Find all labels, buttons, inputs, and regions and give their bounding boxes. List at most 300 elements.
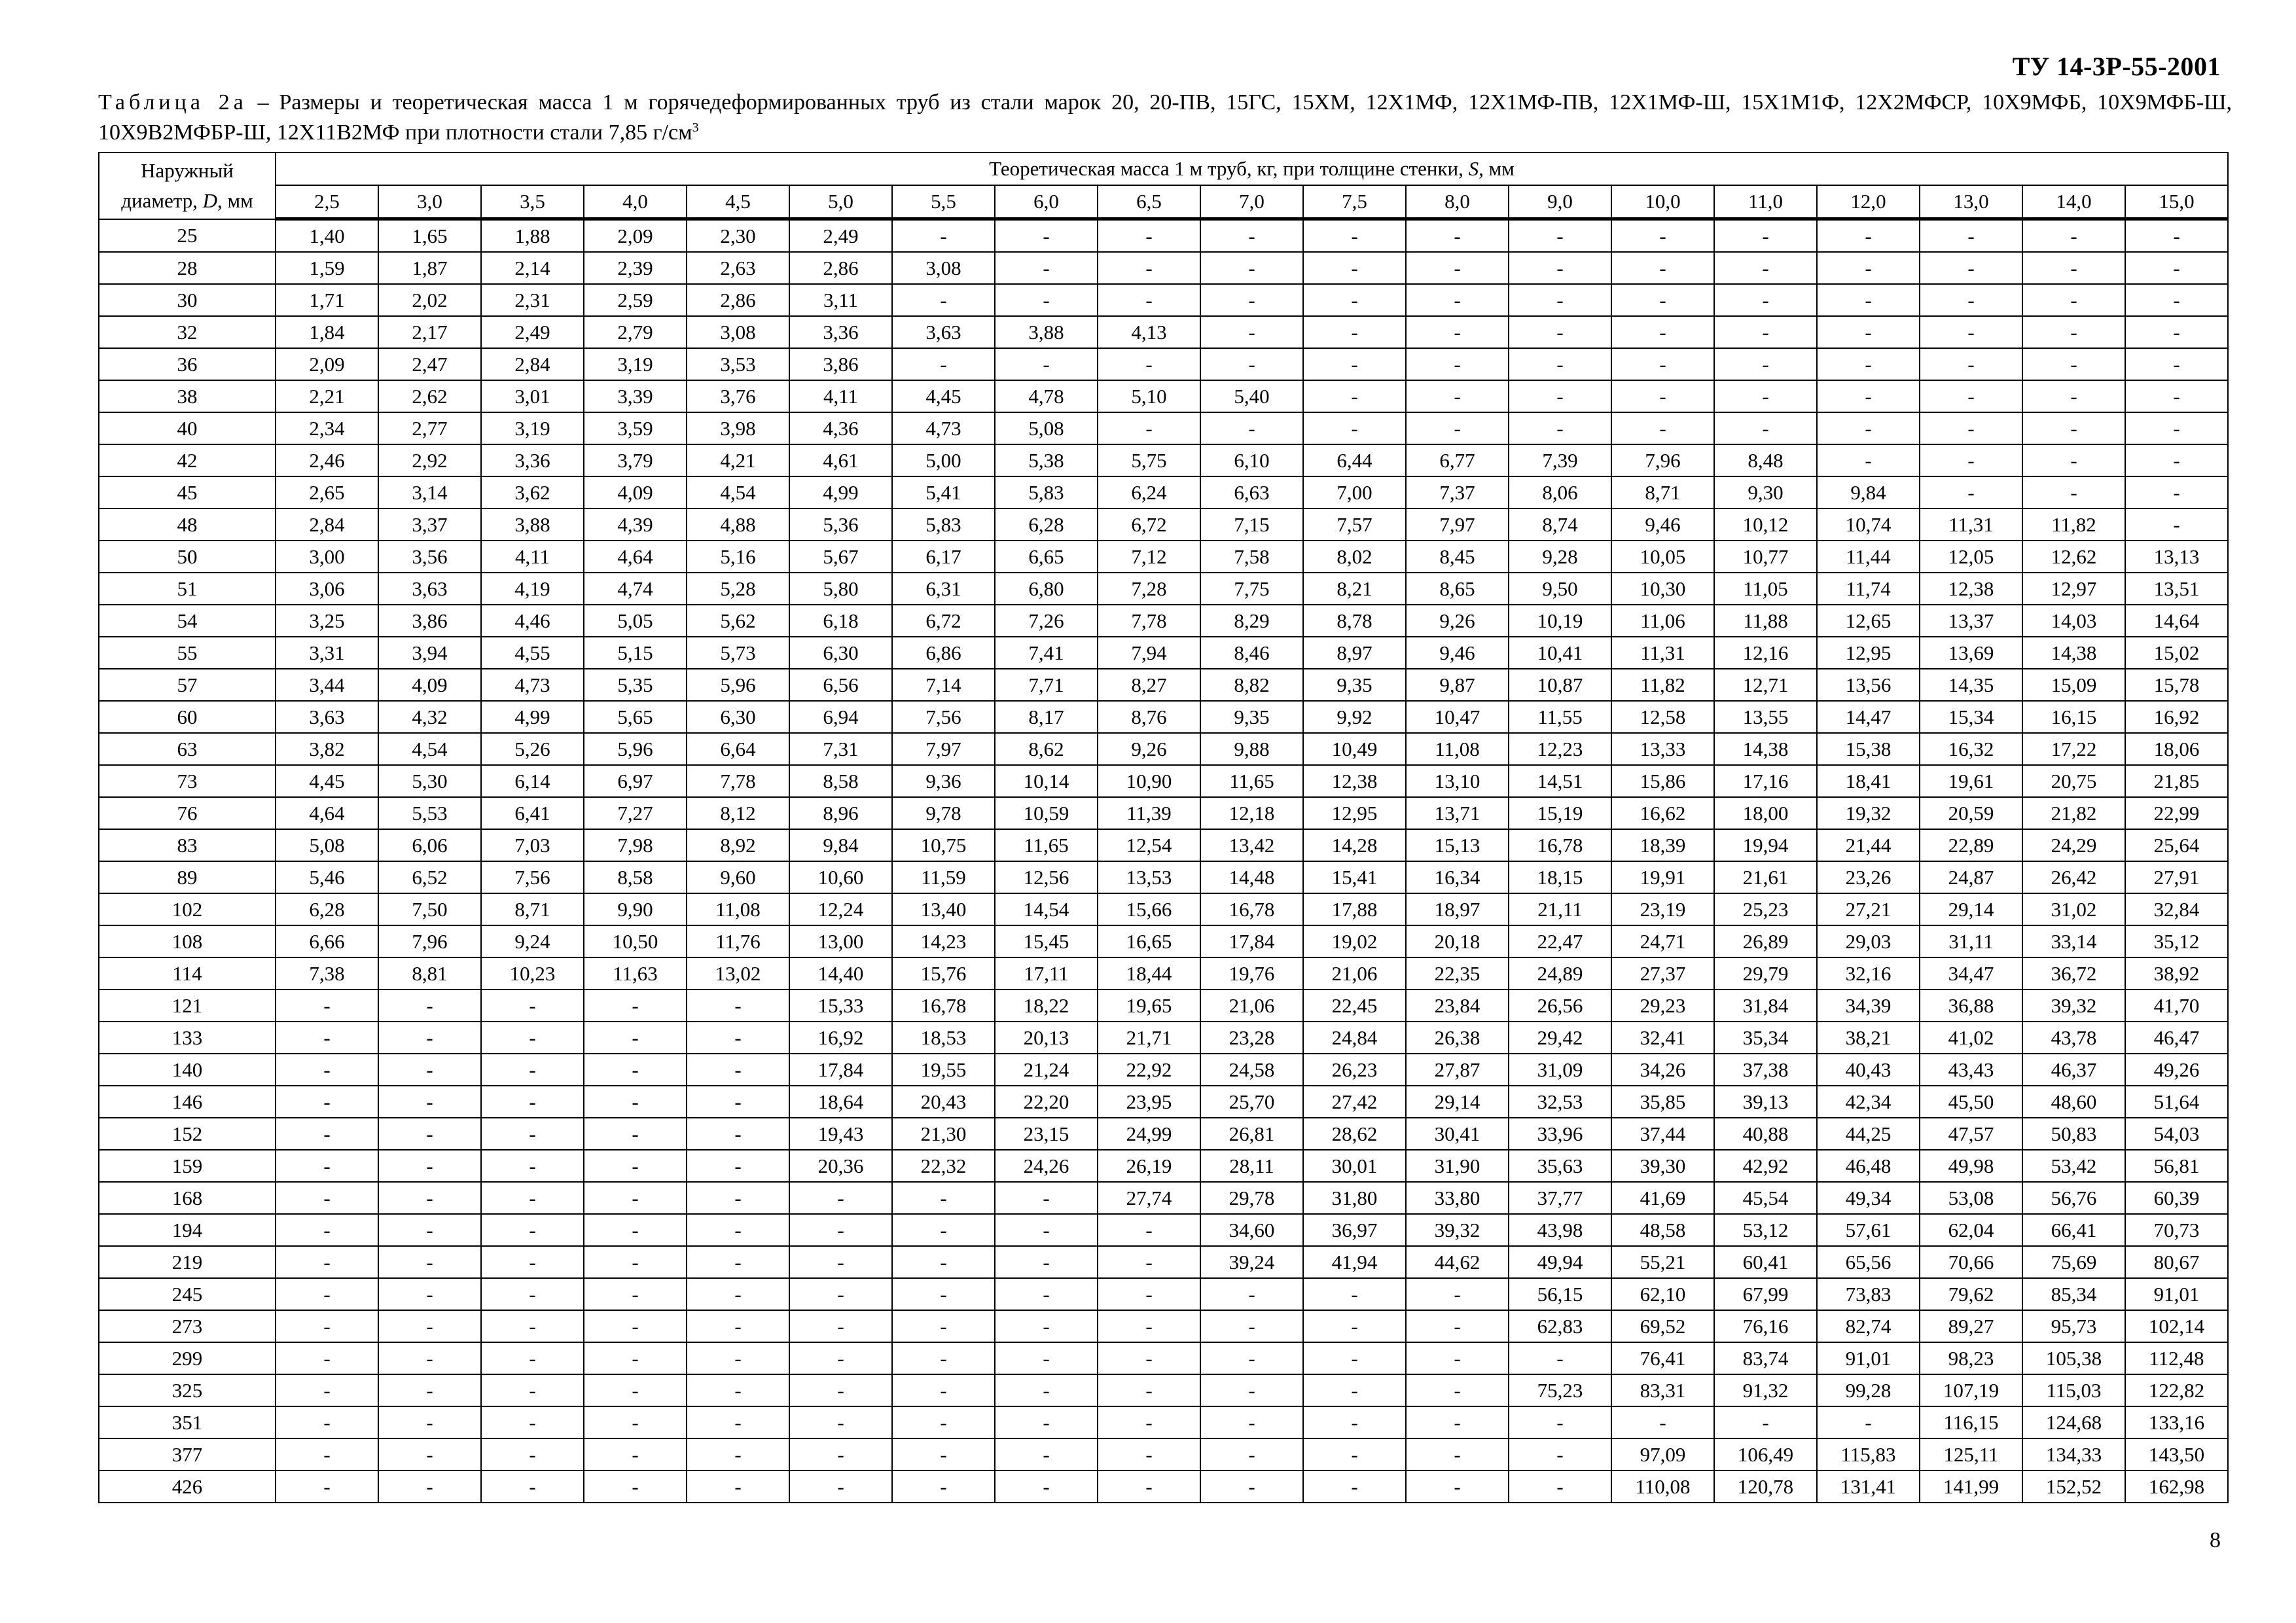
mass-cell: -	[481, 1374, 584, 1406]
mass-cell: 4,61	[789, 444, 892, 476]
mass-cell: -	[1817, 348, 1920, 380]
mass-cell: 9,60	[687, 861, 789, 893]
outer-diameter-cell: 83	[99, 829, 276, 861]
mass-cell: 17,11	[995, 957, 1098, 990]
mass-cell: -	[1098, 1246, 1200, 1278]
mass-cell: 15,86	[1611, 765, 1714, 797]
outer-diameter-cell: 426	[99, 1471, 276, 1503]
mass-cell: -	[892, 219, 995, 253]
mass-cell: 24,26	[995, 1150, 1098, 1182]
mass-cell: 1,65	[378, 219, 481, 253]
mass-cell: 7,50	[378, 893, 481, 925]
mass-cell: -	[1303, 348, 1406, 380]
mass-cell: 29,79	[1714, 957, 1817, 990]
mass-cell: 6,52	[378, 861, 481, 893]
mass-cell: -	[687, 990, 789, 1022]
mass-cell: 62,83	[1509, 1310, 1611, 1342]
mass-cell: -	[2125, 219, 2228, 253]
mass-cell: 5,83	[995, 476, 1098, 508]
outer-diameter-cell: 133	[99, 1022, 276, 1054]
mass-cell: -	[1098, 1374, 1200, 1406]
mass-cell: -	[276, 1342, 378, 1374]
mass-cell: 41,94	[1303, 1246, 1406, 1278]
mass-cell: -	[995, 1342, 1098, 1374]
table-row	[99, 1278, 2228, 1310]
mass-cell: 12,58	[1611, 701, 1714, 733]
mass-cell: 1,40	[276, 219, 378, 253]
mass-cell: 26,56	[1509, 990, 1611, 1022]
mass-cell: 9,46	[1406, 637, 1509, 669]
mass-cell: 7,56	[481, 861, 584, 893]
mass-cell: 3,86	[378, 605, 481, 637]
mass-cell: 6,30	[789, 637, 892, 669]
mass-cell: 10,87	[1509, 669, 1611, 701]
mass-cell: 7,28	[1098, 573, 1200, 605]
mass-cell: 4,21	[687, 444, 789, 476]
table-row	[99, 1054, 2228, 1086]
mass-cell: 33,14	[2022, 925, 2125, 957]
mass-cell: -	[276, 1438, 378, 1471]
mass-cell: 21,30	[892, 1118, 995, 1150]
table-row	[99, 733, 2228, 765]
mass-cell: -	[1303, 1471, 1406, 1503]
mass-cell: -	[1714, 1406, 1817, 1438]
wall-thickness-header-cell: 7,5	[1303, 185, 1406, 219]
mass-cell: -	[1817, 252, 1920, 284]
pipe-mass-table-wrapper	[98, 152, 2229, 1503]
mass-cell: 13,56	[1817, 669, 1920, 701]
mass-cell: 22,99	[2125, 797, 2228, 829]
outer-diameter-cell: 121	[99, 990, 276, 1022]
mass-cell: 10,77	[1714, 541, 1817, 573]
mass-cell: 17,84	[1200, 925, 1303, 957]
mass-cell: 6,14	[481, 765, 584, 797]
mass-cell: 11,65	[1200, 765, 1303, 797]
mass-cell: 14,38	[1714, 733, 1817, 765]
wall-thickness-header-cell: 5,0	[789, 185, 892, 219]
mass-cell: 115,83	[1817, 1438, 1920, 1471]
mass-cell: 36,88	[1920, 990, 2022, 1022]
outer-diameter-cell: 245	[99, 1278, 276, 1310]
mass-cell: 18,06	[2125, 733, 2228, 765]
mass-cell: 8,97	[1303, 637, 1406, 669]
mass-cell: 91,32	[1714, 1374, 1817, 1406]
mass-cell: 2,79	[584, 316, 687, 348]
mass-cell: -	[481, 1278, 584, 1310]
mass-cell: -	[276, 1374, 378, 1406]
mass-cell: -	[789, 1214, 892, 1246]
mass-cell: 16,62	[1611, 797, 1714, 829]
table-row	[99, 412, 2228, 444]
outer-diameter-cell: 219	[99, 1246, 276, 1278]
mass-cell: 5,26	[481, 733, 584, 765]
mass-cell: 24,84	[1303, 1022, 1406, 1054]
mass-cell: -	[276, 1246, 378, 1278]
mass-cell: 2,62	[378, 380, 481, 412]
wall-thickness-header-cell: 8,0	[1406, 185, 1509, 219]
mass-cell: 39,13	[1714, 1086, 1817, 1118]
mass-cell: -	[584, 1246, 687, 1278]
mass-cell: -	[481, 1406, 584, 1438]
mass-cell: 6,44	[1303, 444, 1406, 476]
mass-cell: 7,12	[1098, 541, 1200, 573]
mass-cell: -	[892, 348, 995, 380]
mass-cell: 3,36	[481, 444, 584, 476]
mass-cell: 31,90	[1406, 1150, 1509, 1182]
mass-cell: 4,36	[789, 412, 892, 444]
mass-cell: 45,54	[1714, 1182, 1817, 1214]
mass-cell: -	[1509, 1342, 1611, 1374]
mass-cell: 35,34	[1714, 1022, 1817, 1054]
mass-cell: 4,09	[378, 669, 481, 701]
mass-cell: 22,92	[1098, 1054, 1200, 1086]
mass-cell: 18,15	[1509, 861, 1611, 893]
mass-cell: 16,65	[1098, 925, 1200, 957]
mass-cell: -	[2022, 252, 2125, 284]
mass-cell: 5,28	[687, 573, 789, 605]
mass-cell: 7,57	[1303, 508, 1406, 541]
mass-cell: -	[276, 1214, 378, 1246]
mass-cell: 7,94	[1098, 637, 1200, 669]
mass-cell: 18,44	[1098, 957, 1200, 990]
table-row	[99, 925, 2228, 957]
table-row	[99, 861, 2228, 893]
mass-cell: 11,65	[995, 829, 1098, 861]
mass-cell: 49,94	[1509, 1246, 1611, 1278]
mass-cell: 8,58	[789, 765, 892, 797]
mass-cell: -	[2125, 444, 2228, 476]
mass-cell: -	[481, 990, 584, 1022]
wall-thickness-header-cell: 2,5	[276, 185, 378, 219]
mass-cell: -	[892, 1182, 995, 1214]
mass-cell: 73,83	[1817, 1278, 1920, 1310]
mass-cell: -	[1509, 284, 1611, 316]
mass-cell: 23,26	[1817, 861, 1920, 893]
mass-cell: 69,52	[1611, 1310, 1714, 1342]
mass-cell: 13,71	[1406, 797, 1509, 829]
mass-cell: 4,39	[584, 508, 687, 541]
mass-cell: 37,77	[1509, 1182, 1611, 1214]
mass-cell: 122,82	[2125, 1374, 2228, 1406]
mass-cell: 3,53	[687, 348, 789, 380]
mass-cell: 32,53	[1509, 1086, 1611, 1118]
mass-cell: -	[1920, 284, 2022, 316]
mass-cell: 4,19	[481, 573, 584, 605]
mass-cell: 5,38	[995, 444, 1098, 476]
mass-cell: -	[378, 1471, 481, 1503]
mass-cell: 11,82	[1611, 669, 1714, 701]
wall-thickness-header-cell: 3,0	[378, 185, 481, 219]
mass-cell: -	[1920, 444, 2022, 476]
table-row	[99, 1406, 2228, 1438]
wall-thickness-header-cell: 3,5	[481, 185, 584, 219]
mass-cell: 5,73	[687, 637, 789, 669]
mass-cell: 11,05	[1714, 573, 1817, 605]
mass-cell: 4,45	[276, 765, 378, 797]
mass-cell: -	[378, 1310, 481, 1342]
mass-cell: -	[892, 1438, 995, 1471]
mass-cell: 5,96	[584, 733, 687, 765]
mass-cell: 124,68	[2022, 1406, 2125, 1438]
mass-cell: 7,56	[892, 701, 995, 733]
mass-cell: 5,83	[892, 508, 995, 541]
mass-cell: 76,41	[1611, 1342, 1714, 1374]
mass-cell: 28,11	[1200, 1150, 1303, 1182]
mass-cell: 85,34	[2022, 1278, 2125, 1310]
mass-cell: -	[378, 990, 481, 1022]
mass-cell: 46,48	[1817, 1150, 1920, 1182]
mass-cell: -	[892, 1214, 995, 1246]
mass-cell: 27,74	[1098, 1182, 1200, 1214]
outer-diameter-cell: 60	[99, 701, 276, 733]
mass-cell: -	[481, 1214, 584, 1246]
mass-cell: 3,63	[276, 701, 378, 733]
mass-cell: 7,58	[1200, 541, 1303, 573]
outer-diameter-cell: 45	[99, 476, 276, 508]
outer-diameter-cell: 36	[99, 348, 276, 380]
mass-cell: 10,60	[789, 861, 892, 893]
mass-cell: 11,55	[1509, 701, 1611, 733]
mass-cell: 18,64	[789, 1086, 892, 1118]
mass-cell: 6,24	[1098, 476, 1200, 508]
mass-cell: 8,48	[1714, 444, 1817, 476]
mass-cell: 53,08	[1920, 1182, 2022, 1214]
mass-cell: 7,96	[1611, 444, 1714, 476]
mass-cell: 141,99	[1920, 1471, 2022, 1503]
mass-cell: -	[687, 1278, 789, 1310]
mass-cell: 29,23	[1611, 990, 1714, 1022]
mass-cell: -	[378, 1214, 481, 1246]
mass-cell: -	[584, 1342, 687, 1374]
mass-cell: 37,38	[1714, 1054, 1817, 1086]
mass-cell: -	[1200, 1471, 1303, 1503]
outer-diameter-cell: 48	[99, 508, 276, 541]
mass-cell: 3,56	[378, 541, 481, 573]
mass-cell: 1,84	[276, 316, 378, 348]
mass-cell: 5,80	[789, 573, 892, 605]
mass-cell: 12,97	[2022, 573, 2125, 605]
table-row	[99, 1342, 2228, 1374]
mass-cell: 14,51	[1509, 765, 1611, 797]
mass-cell: 9,46	[1611, 508, 1714, 541]
mass-cell: -	[1406, 284, 1509, 316]
mass-cell: 19,02	[1303, 925, 1406, 957]
mass-cell: -	[2022, 284, 2125, 316]
mass-cell: 4,45	[892, 380, 995, 412]
mass-cell: -	[789, 1246, 892, 1278]
mass-cell: 45,50	[1920, 1086, 2022, 1118]
mass-cell: 21,85	[2125, 765, 2228, 797]
mass-cell: 12,38	[1920, 573, 2022, 605]
mass-cell: 11,08	[687, 893, 789, 925]
mass-cell: 115,03	[2022, 1374, 2125, 1406]
mass-cell: 13,51	[2125, 573, 2228, 605]
mass-cell: 12,38	[1303, 765, 1406, 797]
mass-cell: 2,49	[481, 316, 584, 348]
outer-diameter-cell: 152	[99, 1118, 276, 1150]
outer-diameter-cell: 38	[99, 380, 276, 412]
mass-cell: 16,15	[2022, 701, 2125, 733]
mass-cell: 23,19	[1611, 893, 1714, 925]
mass-cell: -	[1303, 252, 1406, 284]
mass-cell: 125,11	[1920, 1438, 2022, 1471]
mass-cell: 8,76	[1098, 701, 1200, 733]
mass-cell: 24,87	[1920, 861, 2022, 893]
mass-cell: 62,04	[1920, 1214, 2022, 1246]
mass-cell: 8,46	[1200, 637, 1303, 669]
mass-cell: 3,31	[276, 637, 378, 669]
mass-cell: -	[2125, 380, 2228, 412]
mass-cell: -	[892, 1310, 995, 1342]
mass-cell: 15,13	[1406, 829, 1509, 861]
mass-cell: 48,58	[1611, 1214, 1714, 1246]
mass-cell: 89,27	[1920, 1310, 2022, 1342]
mass-cell: 3,98	[687, 412, 789, 444]
outer-diameter-cell: 89	[99, 861, 276, 893]
mass-cell: -	[1200, 284, 1303, 316]
outer-diameter-header-line2: диаметр,	[121, 188, 203, 212]
table-row	[99, 316, 2228, 348]
mass-cell: 9,50	[1509, 573, 1611, 605]
mass-cell: 8,96	[789, 797, 892, 829]
mass-cell: 9,26	[1406, 605, 1509, 637]
mass-cell: 4,99	[789, 476, 892, 508]
outer-diameter-cell: 273	[99, 1310, 276, 1342]
mass-cell: 62,10	[1611, 1278, 1714, 1310]
mass-cell: -	[1817, 284, 1920, 316]
mass-cell: 21,44	[1817, 829, 1920, 861]
mass-cell: 3,25	[276, 605, 378, 637]
mass-cell: -	[995, 252, 1098, 284]
mass-cell: -	[1200, 1342, 1303, 1374]
mass-cell: 11,31	[1611, 637, 1714, 669]
mass-cell: 98,23	[1920, 1342, 2022, 1374]
mass-cell: 10,41	[1509, 637, 1611, 669]
mass-cell: -	[1406, 412, 1509, 444]
mass-cell: -	[687, 1310, 789, 1342]
mass-cell: 7,41	[995, 637, 1098, 669]
mass-cell: -	[1098, 219, 1200, 253]
mass-cell: 5,16	[687, 541, 789, 573]
mass-cell: 11,08	[1406, 733, 1509, 765]
mass-cell: 23,15	[995, 1118, 1098, 1150]
mass-cell: 8,45	[1406, 541, 1509, 573]
mass-cell: -	[1509, 348, 1611, 380]
mass-cell: -	[995, 1246, 1098, 1278]
mass-cell: -	[584, 1310, 687, 1342]
mass-cell: 22,45	[1303, 990, 1406, 1022]
mass-cell: 20,59	[1920, 797, 2022, 829]
mass-cell: 32,84	[2125, 893, 2228, 925]
outer-diameter-cell: 63	[99, 733, 276, 765]
pipe-mass-table-body	[99, 219, 2228, 1503]
mass-cell: -	[1098, 1310, 1200, 1342]
mass-cell: 10,05	[1611, 541, 1714, 573]
mass-cell: -	[276, 1278, 378, 1310]
mass-cell: 20,75	[2022, 765, 2125, 797]
mass-cell: 20,13	[995, 1022, 1098, 1054]
mass-cell: -	[1098, 252, 1200, 284]
mass-cell: 2,31	[481, 284, 584, 316]
mass-cell: 43,98	[1509, 1214, 1611, 1246]
mass-cell: -	[481, 1086, 584, 1118]
wall-thickness-header-cell: 5,5	[892, 185, 995, 219]
mass-cell: 3,36	[789, 316, 892, 348]
mass-cell: 9,28	[1509, 541, 1611, 573]
wall-thickness-header-cell: 11,0	[1714, 185, 1817, 219]
mass-cell: 7,78	[687, 765, 789, 797]
mass-cell: -	[1200, 1406, 1303, 1438]
mass-cell: 6,94	[789, 701, 892, 733]
mass-cell: 97,09	[1611, 1438, 1714, 1471]
mass-cell: -	[1817, 444, 1920, 476]
mass-cell: 36,97	[1303, 1214, 1406, 1246]
mass-cell: 7,75	[1200, 573, 1303, 605]
mass-cell: -	[995, 1374, 1098, 1406]
mass-cell: 39,30	[1611, 1150, 1714, 1182]
mass-cell: 26,42	[2022, 861, 2125, 893]
mass-cell: -	[1098, 1471, 1200, 1503]
mass-cell: -	[584, 1278, 687, 1310]
mass-cell: -	[1714, 380, 1817, 412]
mass-cell: 6,63	[1200, 476, 1303, 508]
mass-cell: 95,73	[2022, 1310, 2125, 1342]
mass-cell: -	[789, 1471, 892, 1503]
table-row	[99, 1438, 2228, 1471]
mass-cell: 18,53	[892, 1022, 995, 1054]
mass-cell: 75,23	[1509, 1374, 1611, 1406]
mass-cell: 105,38	[2022, 1342, 2125, 1374]
mass-cell: 9,92	[1303, 701, 1406, 733]
mass-cell: 10,49	[1303, 733, 1406, 765]
mass-cell: -	[1920, 316, 2022, 348]
wall-thickness-header-cell: 10,0	[1611, 185, 1714, 219]
theoretical-mass-header	[276, 152, 2228, 185]
mass-cell: 4,99	[481, 701, 584, 733]
outer-diameter-cell: 114	[99, 957, 276, 990]
mass-cell: -	[481, 1342, 584, 1374]
mass-cell: 2,49	[789, 219, 892, 253]
mass-cell: 11,06	[1611, 605, 1714, 637]
mass-cell: 3,39	[584, 380, 687, 412]
mass-cell: 21,71	[1098, 1022, 1200, 1054]
mass-cell: 152,52	[2022, 1471, 2125, 1503]
mass-cell: -	[687, 1118, 789, 1150]
mass-cell: 49,98	[1920, 1150, 2022, 1182]
wall-thickness-header-cell: 9,0	[1509, 185, 1611, 219]
mass-cell: 134,33	[2022, 1438, 2125, 1471]
mass-cell: -	[481, 1150, 584, 1182]
caption-label: Таблица 2а	[98, 90, 247, 115]
mass-cell: 33,96	[1509, 1118, 1611, 1150]
mass-cell: 5,10	[1098, 380, 1200, 412]
table-row	[99, 605, 2228, 637]
mass-cell: 10,14	[995, 765, 1098, 797]
mass-cell: -	[892, 1278, 995, 1310]
mass-cell: 4,64	[584, 541, 687, 573]
mass-cell: 22,35	[1406, 957, 1509, 990]
mass-cell: -	[687, 1246, 789, 1278]
mass-cell: -	[995, 348, 1098, 380]
mass-cell: 18,39	[1611, 829, 1714, 861]
mass-cell: 5,15	[584, 637, 687, 669]
mass-cell: 25,70	[1200, 1086, 1303, 1118]
table-row	[99, 1374, 2228, 1406]
mass-cell: 13,53	[1098, 861, 1200, 893]
mass-cell: -	[995, 219, 1098, 253]
mass-cell: -	[1714, 316, 1817, 348]
mass-cell: 11,44	[1817, 541, 1920, 573]
